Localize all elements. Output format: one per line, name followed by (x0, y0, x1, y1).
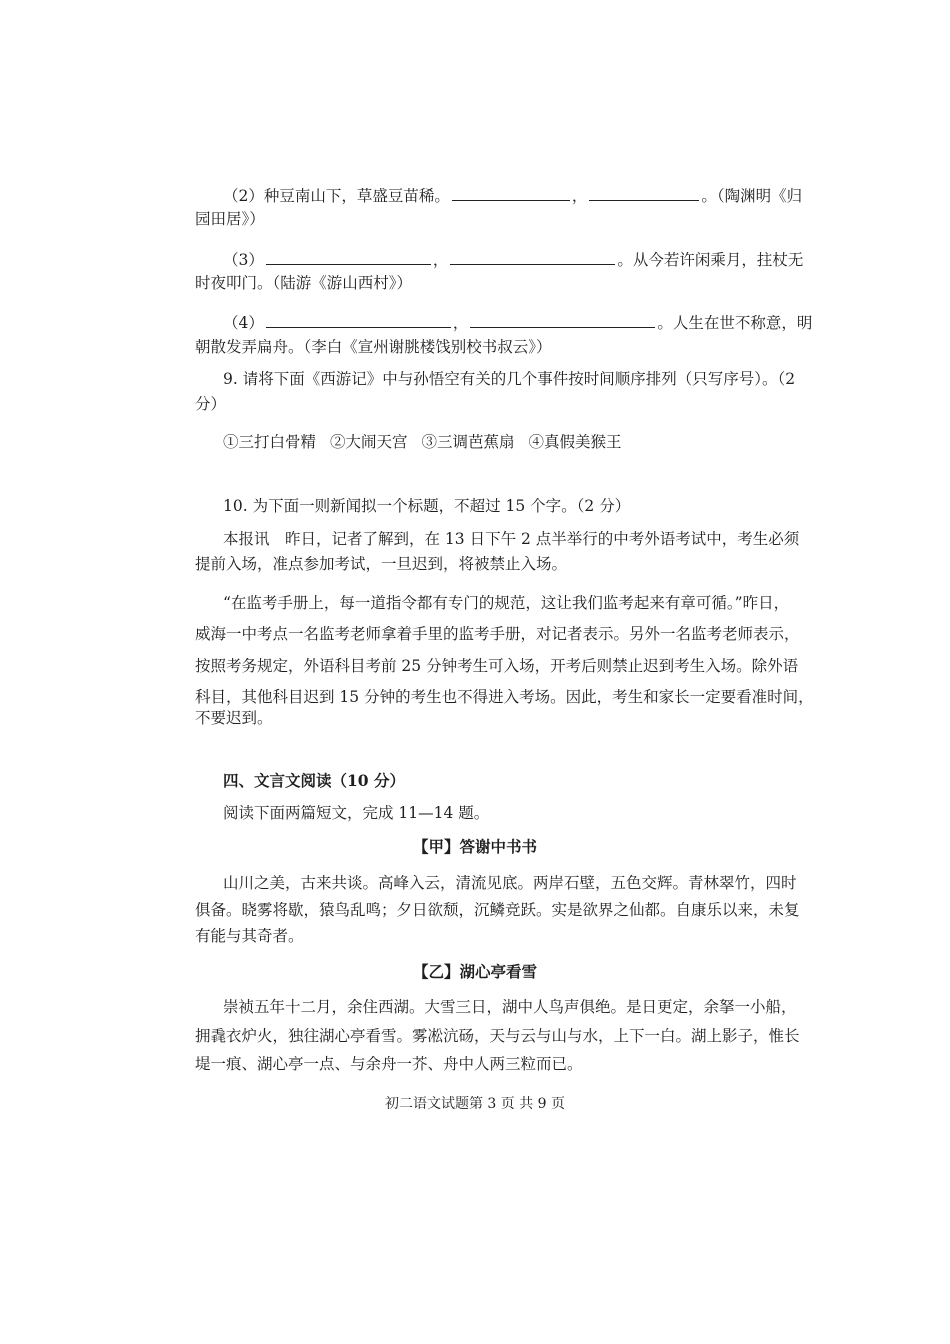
answer-blank[interactable] (266, 311, 451, 328)
passage-b-line: 崇祯五年十二月，余住西湖。大雪三日，湖中人鸟声俱绝。是日更定，余拏一小船， (223, 998, 797, 1016)
q8-item3-given: 。从今若许闲乘月，拄杖无 (617, 251, 804, 269)
q10-news-line: 威海一中考点一名监考老师拿着手里的监考手册，对记者表示。另外一名监考老师表示， (195, 625, 800, 643)
page-footer: 初二语文试题第 3 页 共 9 页 (384, 1096, 566, 1112)
q10-news-line: 本报讯 昨日，记者了解到，在 13 日下午 2 点半举行的中考外语考试中，考生必须 (223, 530, 800, 548)
q9-prompt-line1: 9. 请将下面《西游记》中与孙悟空有关的几个事件按时间顺序排列（只写序号）。（2 (223, 370, 796, 388)
passage-a-line: 有能与其奇者。 (195, 927, 304, 945)
section4-instruction: 阅读下面两篇短文，完成 11—14 题。 (223, 804, 490, 822)
q8-item3-line1 (223, 248, 803, 271)
q10-prompt: 10. 为下面一则新闻拟一个标题，不超过 15 个字。（2 分） (223, 497, 631, 515)
q9-event: ④真假美猴王 (528, 433, 622, 451)
passage-b-line: 拥毳衣炉火，独往湖心亭看雪。雾凇沆砀，天与云与山与水，上下一白。湖上影子，惟长 (195, 1027, 800, 1045)
passage-b-title: 【乙】湖心亭看雪 (412, 962, 537, 981)
punctuation: ， (432, 251, 449, 269)
q8-item3-number: （3） (223, 251, 264, 269)
answer-blank[interactable] (450, 248, 615, 265)
q8-item2-given: 种豆南山下，草盛豆苗稀。 (263, 187, 450, 205)
q8-item3-line2: 时夜叩门。（陆游《游山西村》） (195, 274, 413, 292)
q8-item2-line2: 园田居》） (195, 210, 265, 228)
q9-event: ①三打白骨精 (223, 433, 317, 451)
q8-item2-source: 。（陶渊明《归 (701, 187, 803, 205)
answer-blank[interactable] (470, 311, 655, 328)
passage-b-line: 堤一痕、湖心亭一点、与余舟一芥、舟中人两三粒而已。 (195, 1055, 583, 1073)
q10-news-line: “在监考手册上，每一道指令都有专门的规范，这让我们监考起来有章可循。”昨日， (223, 594, 790, 612)
q10-news-line: 按照考务规定，外语科目考前 25 分钟考生可入场，开考后则禁止迟到考生入场。除外语 (195, 657, 799, 675)
q8-item2-line1 (223, 184, 802, 207)
passage-a-line: 山川之美，古来共谈。高峰入云，清流见底。两岸石壁，五色交辉。青林翠竹，四时 (223, 874, 797, 892)
answer-blank[interactable] (266, 248, 431, 265)
punctuation: ， (452, 314, 469, 332)
answer-blank[interactable] (589, 184, 699, 201)
q8-item4-line2: 朝散发弄扁舟。（李白《宣州谢朓楼饯别校书叔云》） (195, 338, 552, 356)
section4-heading: 四、文言文阅读（10 分） (223, 771, 405, 790)
q10-news-line: 提前入场，准点参加考试，一旦迟到，将被禁止入场。 (195, 555, 568, 573)
q8-item4-number: （4） (223, 314, 264, 332)
q10-news-line: 不要迟到。 (195, 709, 273, 727)
q8-item4-line1 (223, 311, 812, 334)
q8-item2-number: （2） (223, 187, 264, 205)
q9-event: ②大闹天宫 (330, 433, 408, 451)
answer-blank[interactable] (452, 184, 570, 201)
q9-events (223, 431, 636, 453)
passage-a-title: 【甲】答谢中书书 (412, 837, 537, 856)
q9-prompt-line2: 分） (195, 395, 227, 413)
q10-news-line: 科目，其他科目迟到 15 分钟的考生也不得进入考场。因此，考生和家长一定要看准时间， (195, 688, 814, 706)
q8-item4-given: 。人生在世不称意，明 (657, 314, 813, 332)
passage-a-line: 俱备。晓雾将歇，猿鸟乱鸣；夕日欲颓，沉鳞竞跃。实是欲界之仙都。自康乐以来，未复 (195, 901, 800, 919)
q9-event: ③三调芭蕉扇 (421, 433, 515, 451)
punctuation: ， (571, 187, 588, 205)
